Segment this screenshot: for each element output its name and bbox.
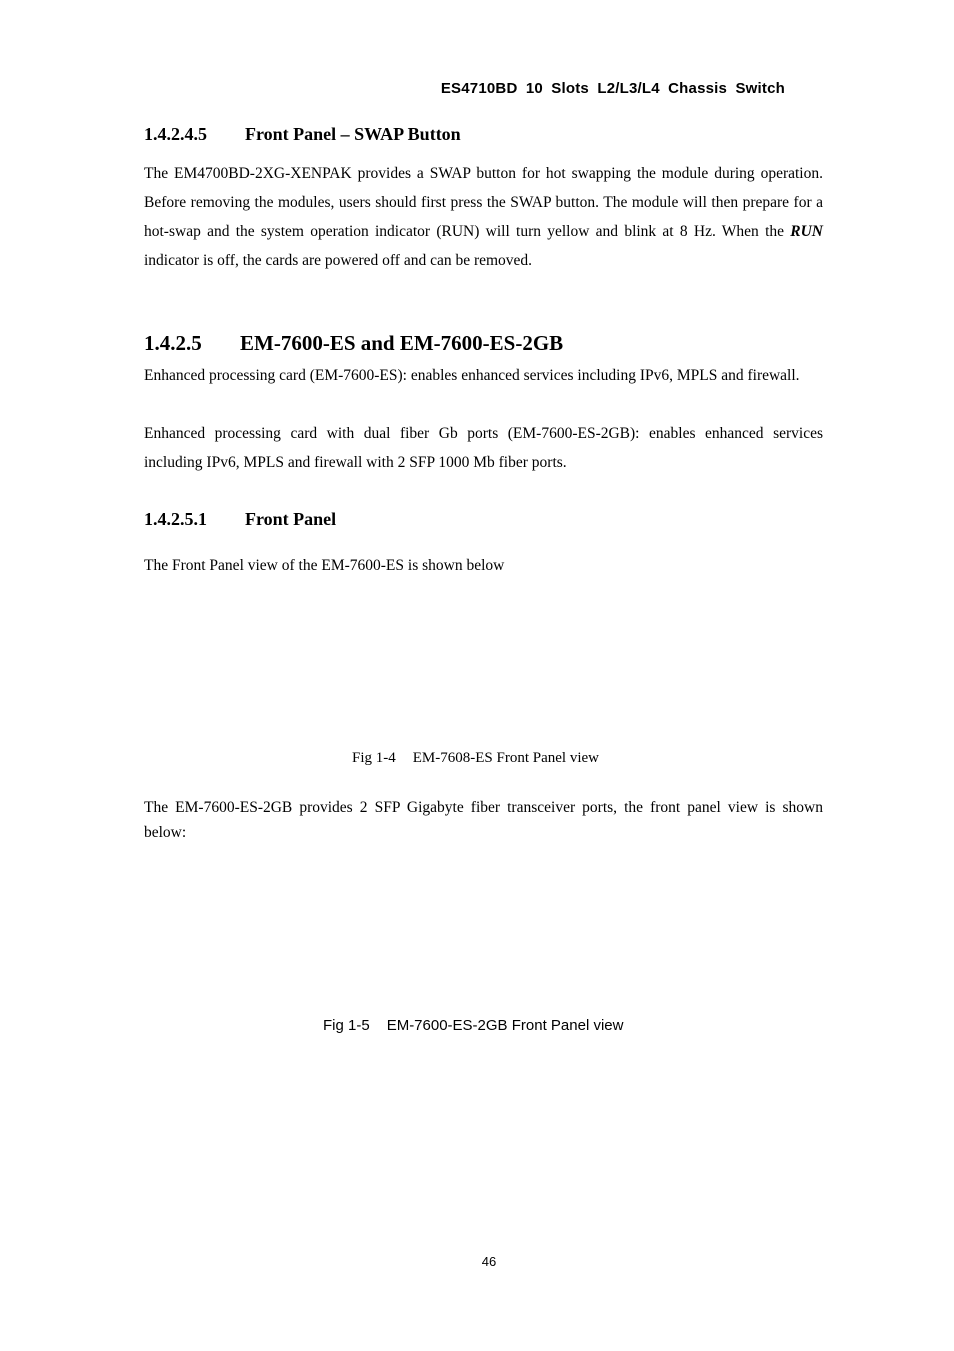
figure-label: Fig 1-5 — [323, 1017, 370, 1034]
figure-1-5-placeholder — [144, 855, 823, 1010]
section-title: EM-7600-ES and EM-7600-ES-2GB — [240, 331, 564, 355]
page-number: 46 — [481, 1254, 497, 1269]
front-panel-intro: The Front Panel view of the EM-7600-ES is shown below — [144, 557, 505, 574]
figure-caption-text: EM-7600-ES-2GB Front Panel view — [386, 1017, 624, 1034]
section-number: 1.4.2.5 — [144, 331, 202, 355]
running-header: ES4710BD 10 Slots L2/L3/L4 Chassis Switch — [440, 80, 785, 97]
figure-1-4-placeholder — [144, 585, 823, 740]
paragraph-text: The EM4700BD-2XG-XENPAK provides a SWAP button for hot swapping the module during operation. Before removing the modules, users should first press the SWAP button. The module will then prepare for a hot-swap and the system operation indicator (RUN) will turn yellow and blink at 8 Hz. When the — [144, 165, 823, 240]
swap-button-paragraph — [144, 159, 823, 275]
section-title: Front Panel – SWAP Button — [245, 124, 461, 144]
figure-caption-text: EM-7608-ES Front Panel view — [412, 750, 599, 766]
section-heading-front-panel — [144, 509, 336, 530]
figure-label: Fig 1-4 — [352, 750, 396, 766]
section-heading-swap-button — [144, 124, 461, 145]
em7600-es-paragraph: Enhanced processing card (EM-7600-ES): enables enhanced services including IPv6, MPLS and firewall. — [144, 367, 800, 384]
section-heading-em7600 — [144, 331, 563, 356]
figure-1-5-caption — [323, 1017, 623, 1034]
em7600-es-2gb-paragraph: Enhanced processing card with dual fiber Gb ports (EM-7600-ES-2GB): enables enhanced services including IPv6, MPLS and firewall with 2 SFP 1000 Mb fiber ports. — [144, 425, 823, 471]
em7600-2gb-front-panel-paragraph: The EM-7600-ES-2GB provides 2 SFP Gigabyte fiber transceiver ports, the front panel view is shown below: — [144, 799, 823, 841]
paragraph-text: indicator is off, the cards are powered off and can be removed. — [144, 252, 533, 269]
section-title: Front Panel — [245, 509, 337, 529]
figure-1-4-caption — [352, 750, 599, 767]
section-number: 1.4.2.5.1 — [144, 509, 207, 529]
section-number: 1.4.2.4.5 — [144, 124, 207, 144]
run-indicator-emphasis: RUN — [790, 223, 823, 240]
